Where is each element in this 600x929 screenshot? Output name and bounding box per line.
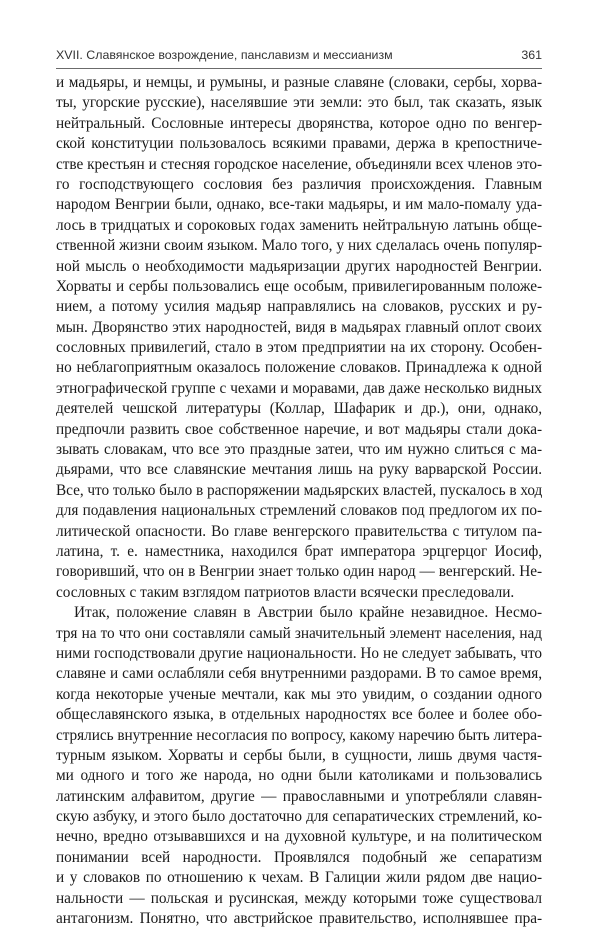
- header-rule: [56, 68, 542, 69]
- text-line: ми одного и того же народа, но одни были католиками и пользовались: [56, 767, 542, 785]
- text-line: деятелей чешской литературы (Коллар, Шафарик и др.), они, однако,: [56, 400, 542, 418]
- text-line: говоривший, что он в Венгрии знает только один народ — венгерский. Не-: [56, 563, 542, 581]
- text-line: сословных с таким взглядом патриотов власти всячески преследовали.: [56, 583, 515, 601]
- running-header: [56, 44, 542, 66]
- text-line: турным языком. Хорваты и сербы были, в сущности, лишь двумя частя-: [56, 746, 542, 764]
- text-line: но неблагоприятным оказалось положение словаков. Принадлежа к одной: [56, 359, 542, 377]
- text-line: нальности — польская и русинская, между которыми тоже существовал: [56, 889, 542, 907]
- text-line: стве крестьян и стесняя городское население, объединяли всех членов это-: [56, 155, 542, 173]
- text-line: народом Венгрии были, однако, все-таки мадьяры, и им мало-помалу уда-: [56, 196, 542, 214]
- text-line: тря на то что они составляли самый значительный элемент населения, над: [56, 624, 542, 642]
- text-line: понимании всей народности. Проявлялся подобный же сепаратизм: [56, 848, 542, 866]
- page-number: 361: [521, 48, 542, 62]
- text-line: когда некоторые ученые мечтали, как мы это увидим, о создании одного: [56, 685, 542, 703]
- text-line: сословных привилегий, стало в этом предприятии на их сторону. Особен-: [56, 339, 542, 357]
- text-line: ты, угорские русские), населявшие эти земли: это был, так сказать, язык: [56, 94, 542, 112]
- text-line: лось в тридцатых и сороковых годах заменить нейтральную латынь обще-: [56, 216, 542, 234]
- text-line: этнографической группе с чехами и моравами, дав даже несколько видных: [56, 379, 542, 397]
- book-page: [56, 44, 542, 929]
- text-line: общеславянского языка, в отдельных народностях все более и более обо-: [56, 706, 542, 724]
- text-line: для подавления национальных стремлений словаков под предлогом их по-: [56, 502, 542, 520]
- text-line: нейтральный. Сословные интересы дворянства, которое одно по венгер-: [56, 114, 542, 132]
- paragraph: [56, 603, 542, 929]
- text-line: скую азбуку, и этого было достаточно для сепаратических стремлений, ко-: [56, 808, 542, 826]
- text-line: ской конституции пользовалось всякими правами, держа в крепостниче-: [56, 135, 542, 153]
- text-line: ними господствовали другие национальности. Но не следует забывать, что: [56, 644, 542, 662]
- text-line: нечно, вредно отзывавшихся и на духовной культуре, и на политическом: [56, 828, 542, 846]
- text-line: Хорваты и сербы пользовались еще особым, привилегированным положе-: [56, 277, 542, 295]
- text-line: ственной жизни своим языком. Мало того, у них сделалась очень популяр-: [56, 237, 542, 255]
- text-line: и у словаков по отношению к чехам. В Галиции жили рядом две нацио-: [56, 869, 542, 887]
- paragraph: [56, 73, 542, 603]
- text-line: литической опасности. Во главе венгерского правительства с титулом па-: [56, 522, 542, 540]
- text-line: антагонизм. Понятно, что австрийское правительство, исполнявшее пра-: [56, 910, 542, 928]
- text-line: нием, а потому усилия мадьяр направлялись на словаков, русских и ру-: [56, 298, 542, 316]
- text-line: ной мысль о необходимости мадьяризации других народностей Венгрии.: [56, 257, 542, 275]
- chapter-title: XVII. Славянское возрождение, панславизм и мессианизм: [56, 48, 393, 62]
- text-line: Итак, положение славян в Австрии было крайне незавидное. Несмо-: [74, 604, 542, 622]
- text-line: Все, что только было в распоряжении мадьярских властей, пускалось в ход: [56, 481, 543, 499]
- text-line: мын. Дворянство этих народностей, видя в мадьярах главный оплот своих: [56, 318, 542, 336]
- text-line: латинским алфавитом, другие — православными и употребляли славян-: [56, 787, 542, 805]
- text-line: зывать словакам, что все это праздные затеи, что им нужно слиться с ма-: [56, 441, 542, 459]
- body-text: [56, 73, 542, 929]
- text-line: дьярами, что все славянские мечтания лишь на руку варварской России.: [56, 461, 542, 479]
- text-line: стрялись внутренние несогласия по вопросу, какому наречию быть литера-: [56, 726, 542, 744]
- text-line: го господствующего сословия без различия происхождения. Главным: [56, 175, 542, 193]
- text-line: предпочли развить свое собственное наречие, и вот мадьяры стали дока-: [56, 420, 542, 438]
- text-line: латина, т. е. наместника, находился брат императора эрцгерцог Иосиф,: [56, 542, 542, 560]
- text-line: славяне и сами ослабляли себя внутренними раздорами. В то самое время,: [56, 665, 542, 683]
- text-line: и мадьяры, и немцы, и румыны, и разные славяне (словаки, сербы, хорва-: [56, 74, 542, 91]
